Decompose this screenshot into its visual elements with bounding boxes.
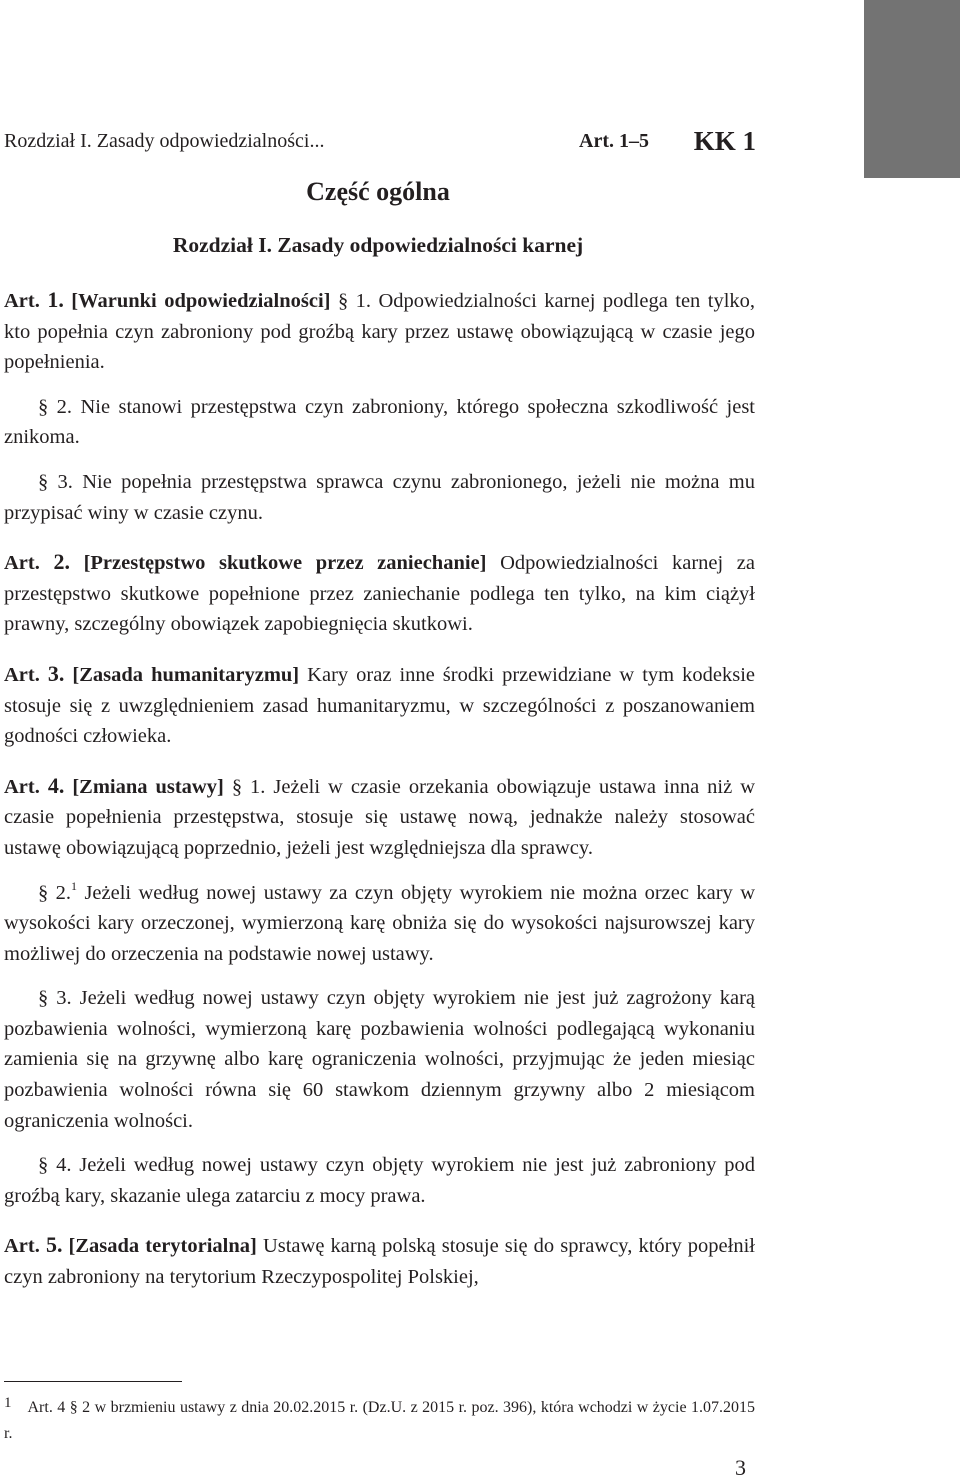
article-4-paragraph-2: [4, 878, 755, 970]
article-number: 4.: [47, 772, 65, 798]
article-label: Art.: [4, 663, 40, 686]
article-title: [Zmiana ustawy]: [72, 775, 224, 798]
legal-text-body: [4, 285, 755, 1293]
running-head-code: KK 1: [693, 126, 756, 156]
paragraph-text: § 1. Odpowiedzialności karnej podlega ten tylko, kto popełnia czyn zabroniony pod groźbą kary przez ustawę obowiązującą w czasie jego popełnienia.: [4, 290, 756, 374]
article-4-paragraph-4: § 4. Jeżeli według nowej ustawy czyn objęty wyrokiem nie jest już zabroniony pod groźbą kary, skazanie ulega zatarciu z mocy prawa.: [4, 1154, 755, 1207]
paragraph-text: Kary oraz inne środki przewidziane w tym kodeksie stosuje się z uwzględnieniem zasad humanitaryzmu, w szczególności z poszanowaniem godności człowieka.: [4, 663, 756, 748]
running-head-articles: Art. 1–5: [579, 130, 649, 152]
article-number: 3.: [47, 660, 65, 686]
article-4-paragraph-3: § 3. Jeżeli według nowej ustawy czyn objęty wyrokiem nie jest już zagrożony karą pozbawienia wolności, wymierzoną karę pozbawienia wolności podlegającą wykonaniu zamienia się na grzywnę albo karę ograniczenia wolności, przyjmując że jeden miesiąc pozbawienia wolności równa się 60 stawkom dziennym grzywny albo 2 miesiącom ograniczenia wolności.: [4, 987, 755, 1132]
footnote-reference: 1: [71, 878, 78, 893]
chapter-title: Rozdział I. Zasady odpowiedzialności karnej: [172, 233, 584, 257]
article-title: [Przestępstwo skutkowe przez zaniechanie]: [83, 552, 487, 575]
footnote-separator: [4, 1381, 182, 1382]
article-1-paragraph-1: [4, 285, 755, 378]
paragraph-text: Jeżeli według nowej ustawy za czyn objęty wyrokiem nie można orzec kary w wysokości kary orzeczonej, wymierzoną karę obniża się do wysokości najsurowszej kary możliwej do orzeczenia na podstawie nowej ustawy.: [4, 881, 755, 965]
footnote-text: Art. 4 § 2 w brzmieniu ustawy z dnia 20.02.2015 r. (Dz.U. z 2015 r. poz. 396), która wchodzi w życie 1.07.2015 r.: [4, 1399, 755, 1442]
article-label: Art.: [4, 1235, 40, 1258]
article-3: [4, 659, 755, 752]
footnote: [4, 1390, 755, 1447]
article-title: [Zasada terytorialna]: [68, 1235, 257, 1258]
article-number: 2.: [53, 549, 70, 575]
page-number: 3: [735, 1455, 746, 1480]
running-head: [4, 126, 756, 156]
article-title: [Zasada humanitaryzmu]: [72, 663, 300, 686]
article-label: Art.: [4, 552, 40, 575]
article-title: [Warunki odpowiedzialności]: [71, 290, 331, 312]
paragraph-text: Ustawę karną polską stosuje się do sprawcy, który popełnił czyn zabroniony na terytorium Rzeczypospolitej Polskiej,: [4, 1235, 755, 1289]
article-1-paragraph-2: § 2. Nie stanowi przestępstwa czyn zabroniony, którego społeczna szkodliwość jest znikoma.: [4, 395, 755, 449]
article-2: [4, 547, 755, 640]
article-label: Art.: [4, 775, 40, 798]
article-number: 5.: [45, 1232, 63, 1258]
chapter-thumb-tab: [864, 0, 960, 178]
part-title: Część ogólna: [306, 177, 450, 206]
article-1-paragraph-3: § 3. Nie popełnia przestępstwa sprawca czynu zabronionego, jeżeli nie można mu przypisać winy w czasie czynu.: [4, 470, 755, 524]
running-head-chapter: Rozdział I. Zasady odpowiedzialności...: [4, 130, 325, 152]
paragraph-marker: § 2.: [38, 881, 72, 904]
article-number: 1.: [47, 287, 64, 312]
article-4-paragraph-1: [4, 771, 755, 864]
article-label: Art.: [4, 290, 40, 312]
article-5: [4, 1230, 755, 1292]
footnote-mark: 1: [4, 1395, 12, 1411]
paragraph-text: Odpowiedzialności karnej za przestępstwo skutkowe popełnione przez zaniechanie podlega ten tylko, na kim ciążył prawny, szczególny obowiązek zapobiegnięcia skutkowi.: [4, 552, 755, 636]
paragraph-text: § 1. Jeżeli w czasie orzekania obowiązuje ustawa inna niż w czasie popełnienia przestępstwa, stosuje się ustawę nową, jednakże należy stosować ustawę obowiązującą poprzednio, jeżeli jest względniejsza dla sprawcy.: [4, 775, 756, 859]
